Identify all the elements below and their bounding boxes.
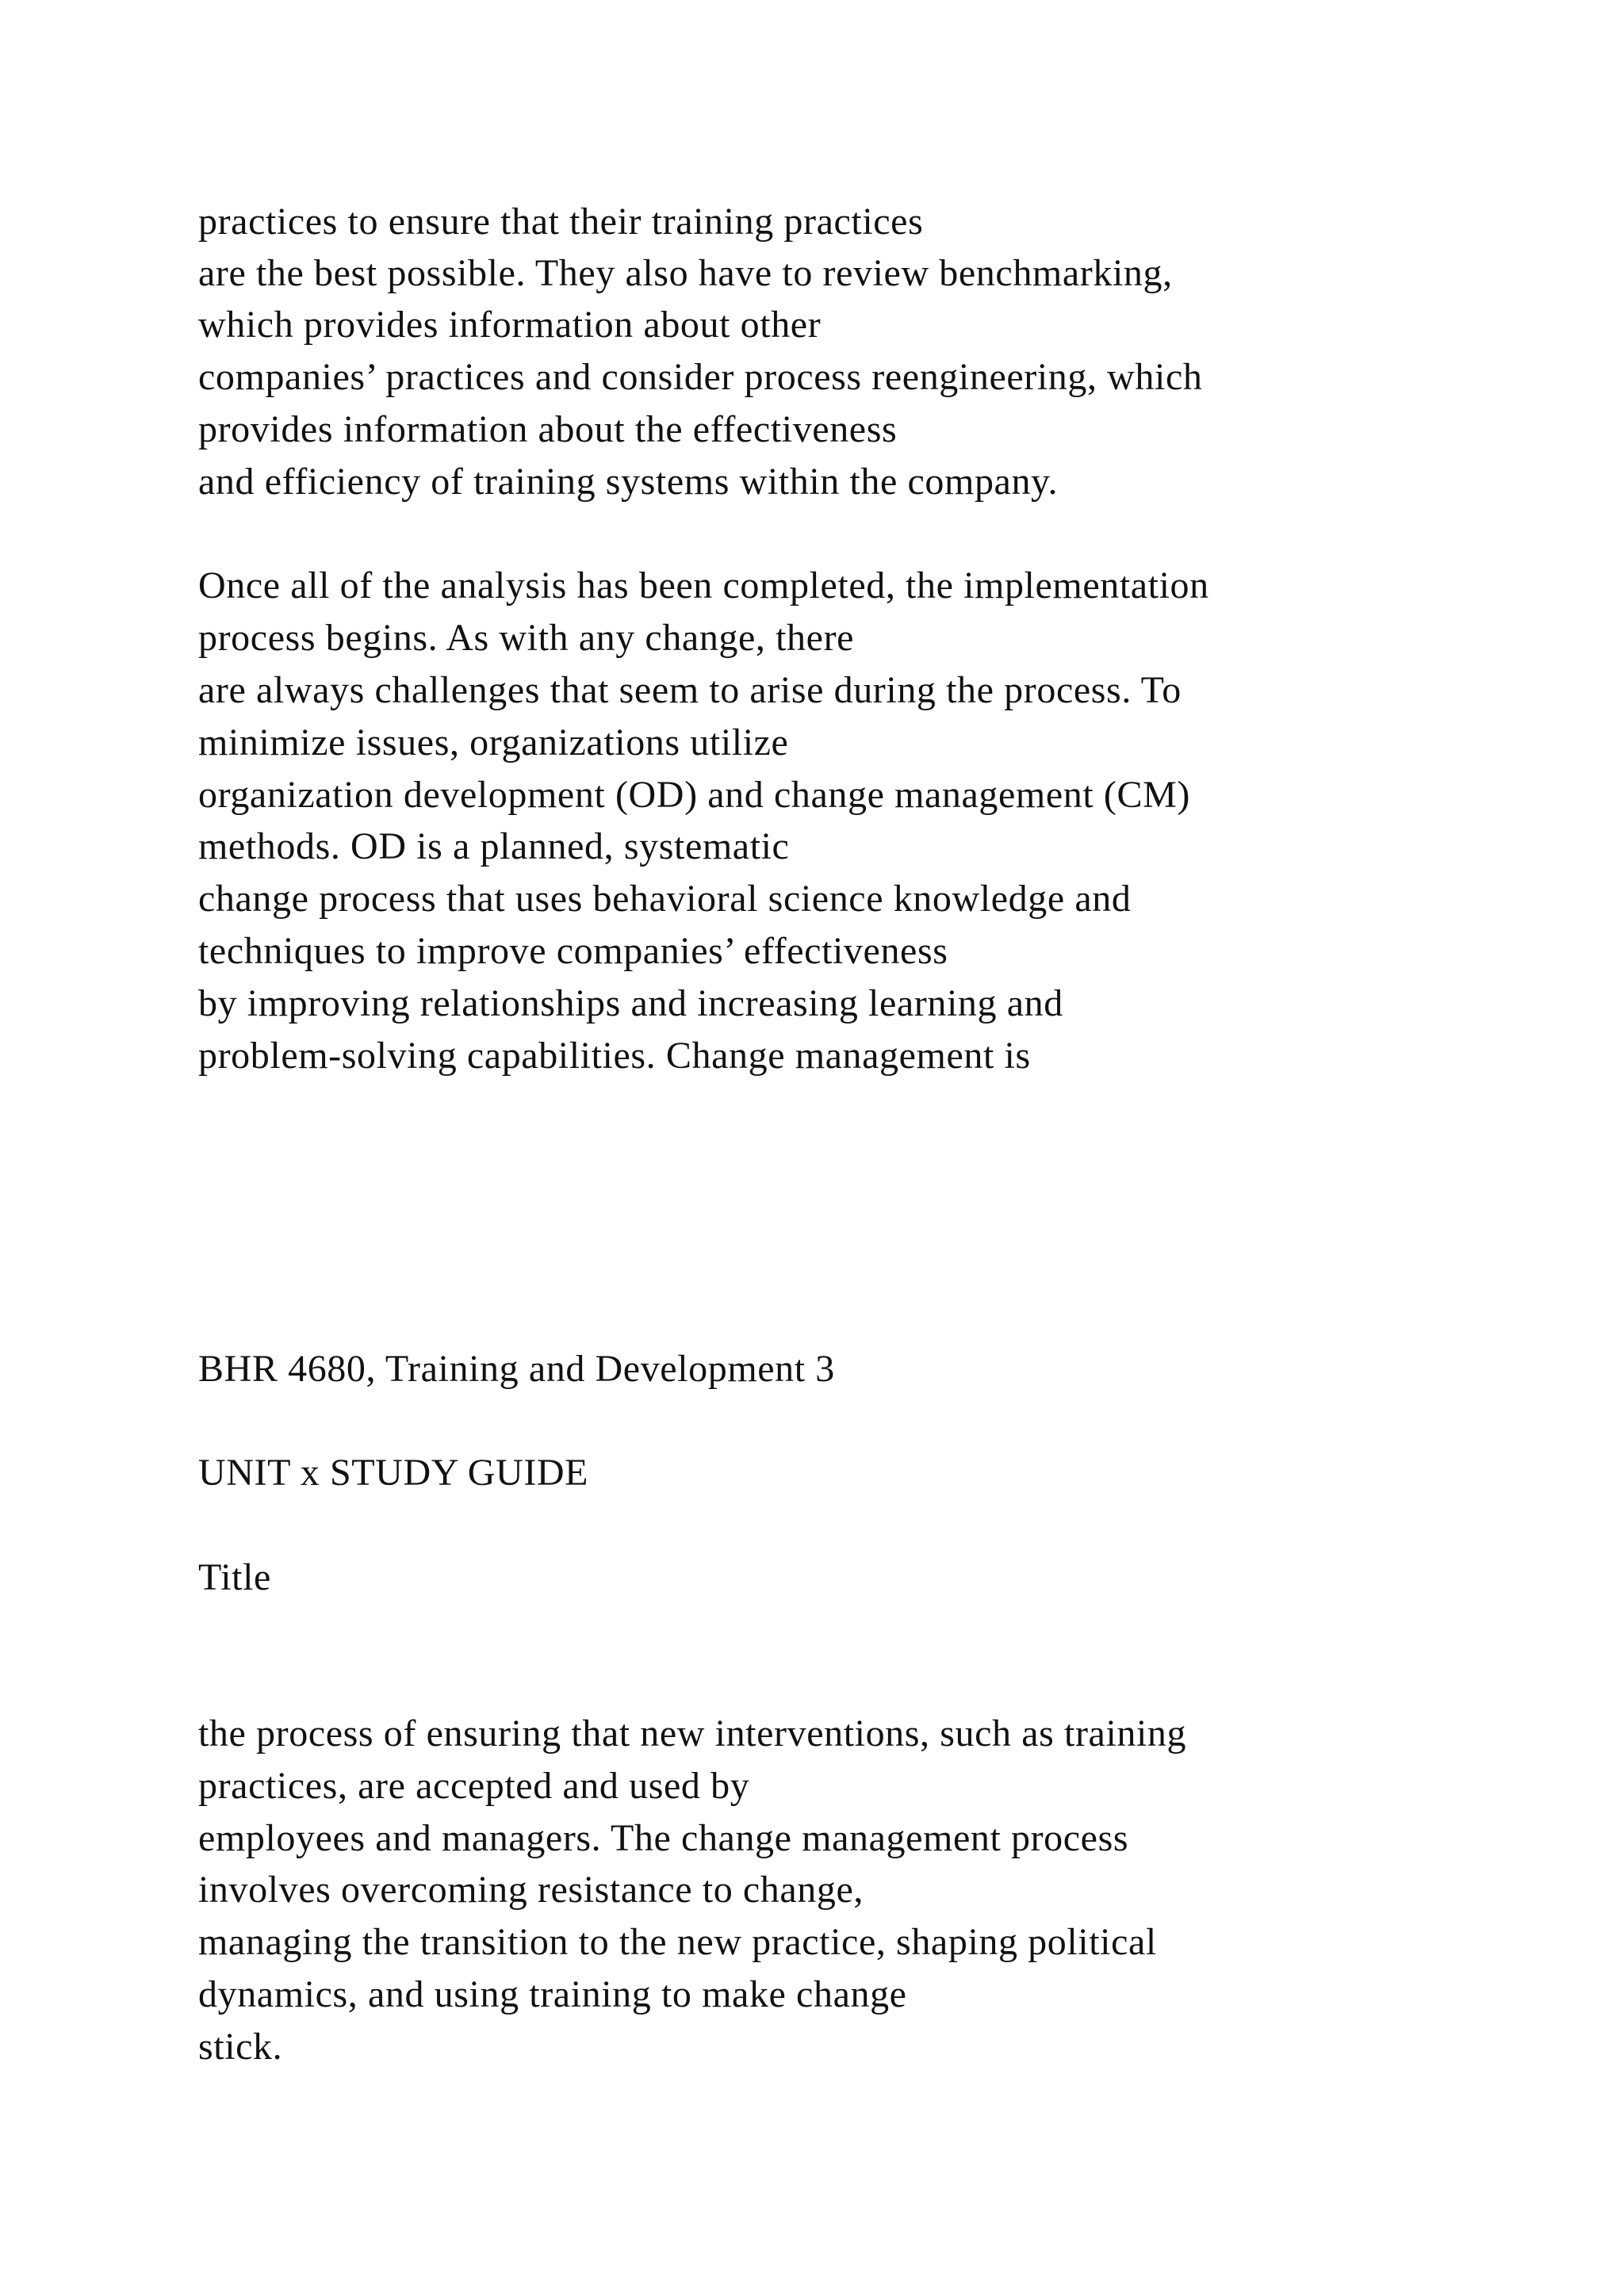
paragraph-2-line-10: problem-solving capabilities. Change management is xyxy=(198,1035,1031,1077)
study-guide-label: UNIT x STUDY GUIDE xyxy=(198,1452,589,1494)
paragraph-2-line-1: Once all of the analysis has been completed, the implementation xyxy=(198,564,1209,607)
paragraph-2-line-3: are always challenges that seem to arise during the process. To xyxy=(198,669,1182,711)
paragraph-1-line-1: practices to ensure that their training practices xyxy=(198,201,924,243)
paragraph-1-line-4: companies’ practices and consider process reengineering, which xyxy=(198,356,1203,398)
paragraph-2-line-2: process begins. As with any change, there xyxy=(198,617,855,659)
paragraph-2-line-7: change process that uses behavioral science knowledge and xyxy=(198,878,1132,920)
paragraph-1-line-6: and efficiency of training systems within the company. xyxy=(198,461,1059,503)
paragraph-3-line-3: employees and managers. The change management process xyxy=(198,1817,1129,1859)
paragraph-1-line-2: are the best possible. They also have to review benchmarking, xyxy=(198,252,1173,294)
paragraph-3-line-4: involves overcoming resistance to change, xyxy=(198,1869,864,1911)
paragraph-2-line-6: methods. OD is a planned, systematic xyxy=(198,825,790,867)
title-label: Title xyxy=(198,1556,271,1598)
paragraph-3-line-2: practices, are accepted and used by xyxy=(198,1765,750,1807)
paragraph-2-line-8: techniques to improve companies’ effectiveness xyxy=(198,930,948,972)
paragraph-2-line-5: organization development (OD) and change management (CM) xyxy=(198,774,1190,816)
paragraph-3-line-6: dynamics, and using training to make change xyxy=(198,1973,907,2015)
paragraph-2-line-4: minimize issues, organizations utilize xyxy=(198,721,789,763)
paragraph-3-line-5: managing the transition to the new practice, shaping political xyxy=(198,1921,1157,1963)
paragraph-3-line-7: stick. xyxy=(198,2026,283,2068)
course-label: BHR 4680, Training and Development 3 xyxy=(198,1348,835,1390)
paragraph-1-line-3: which provides information about other xyxy=(198,304,822,346)
paragraph-1-line-5: provides information about the effectiveness xyxy=(198,408,898,450)
paragraph-3-line-1: the process of ensuring that new interventions, such as training xyxy=(198,1712,1187,1755)
paragraph-2-line-9: by improving relationships and increasing learning and xyxy=(198,982,1063,1024)
